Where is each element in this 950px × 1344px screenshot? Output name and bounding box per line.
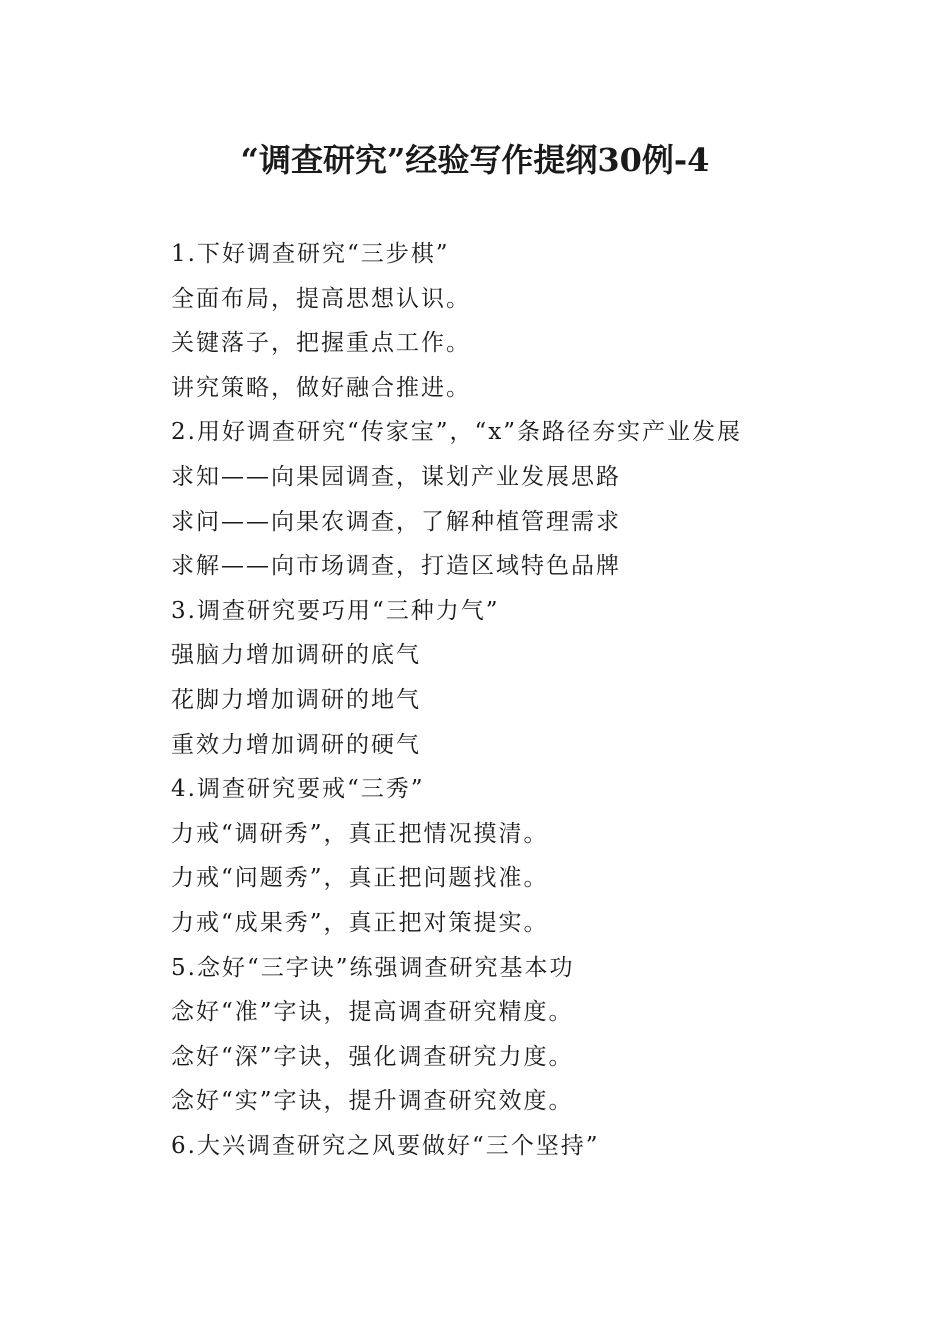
text-line: 重效力增加调研的硬气 bbox=[171, 731, 421, 758]
text-line: 1.下好调查研究“三步棋” bbox=[171, 241, 450, 267]
text-line: 念好“深”字诀，强化调查研究力度。 bbox=[171, 1043, 574, 1070]
text-line: 念好“实”字诀，提升调查研究效度。 bbox=[171, 1088, 574, 1115]
text-line: 2.用好调查研究“传家宝”，“x”条路径夯实产业发展 bbox=[171, 419, 742, 446]
text-line: 求解——向市场调查，打造区域特色品牌 bbox=[171, 553, 621, 580]
text-line: 强脑力增加调研的底气 bbox=[171, 642, 421, 669]
document-body bbox=[171, 232, 871, 1168]
text-line: 力戒“调研秀”，真正把情况摸清。 bbox=[171, 820, 549, 847]
text-line: 全面布局，提高思想认识。 bbox=[171, 285, 471, 312]
text-line: 3.调查研究要巧用“三种力气” bbox=[171, 597, 500, 624]
text-line: 5.念好“三字诀”练强调查研究基本功 bbox=[171, 954, 575, 981]
text-line: 讲究策略，做好融合推进。 bbox=[171, 374, 471, 401]
text-line: 念好“准”字诀，提高调查研究精度。 bbox=[171, 999, 574, 1026]
text-line: 力戒“成果秀”，真正把对策提实。 bbox=[171, 909, 549, 936]
text-line: 4.调查研究要戒“三秀” bbox=[171, 776, 425, 803]
text-line: 求知——向果园调查，谋划产业发展思路 bbox=[171, 463, 621, 490]
text-line: 关键落子，把握重点工作。 bbox=[171, 330, 471, 357]
document-title: “调查研究”经验写作提纲30例-4 bbox=[240, 141, 710, 179]
text-line: 力戒“问题秀”，真正把问题找准。 bbox=[171, 865, 549, 892]
text-line: 6.大兴调查研究之风要做好“三个坚持” bbox=[171, 1132, 600, 1159]
text-line: 花脚力增加调研的地气 bbox=[171, 686, 421, 713]
text-line: 求问——向果农调查，了解种植管理需求 bbox=[171, 508, 621, 535]
